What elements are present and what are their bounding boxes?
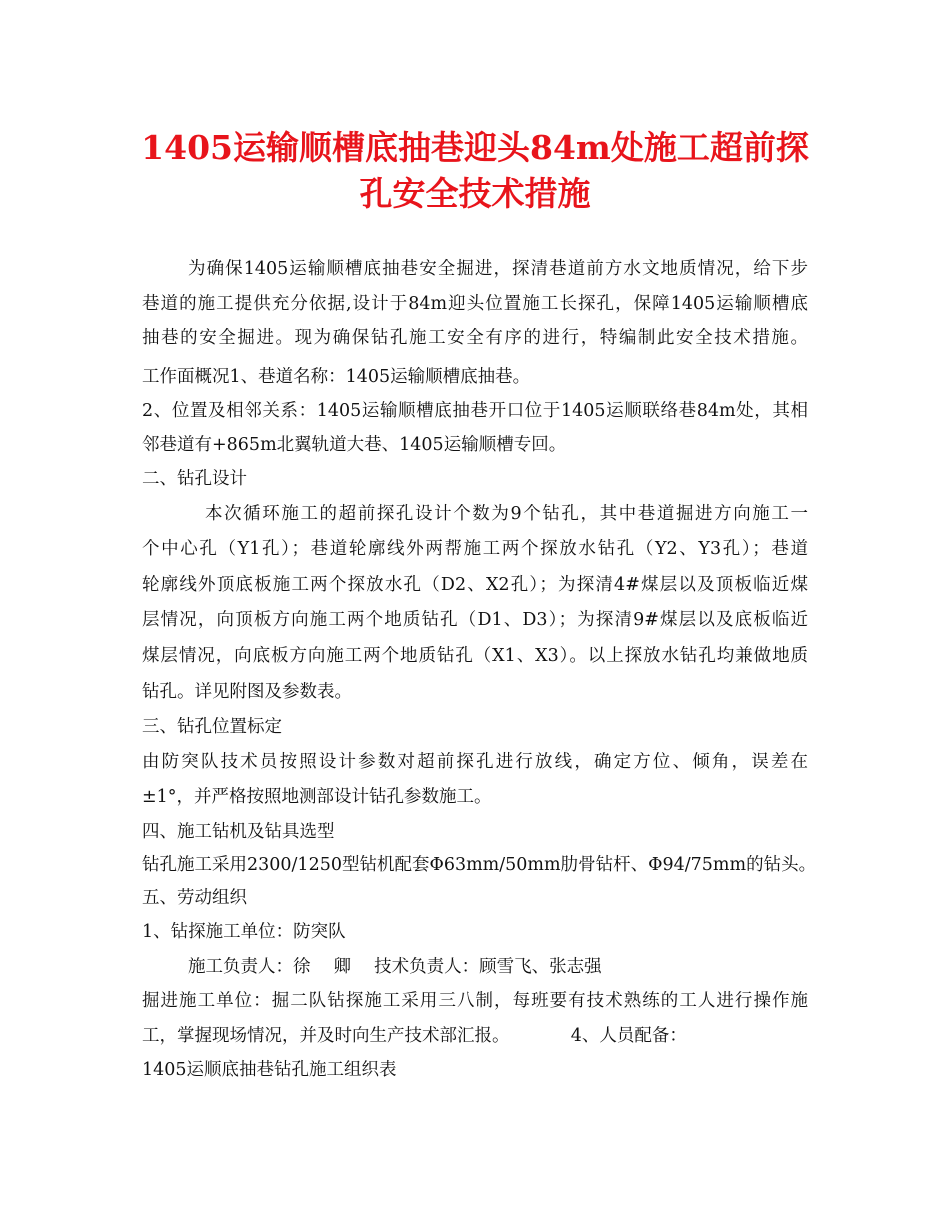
paragraph-line: 钻孔。详见附图及参数表。	[142, 682, 352, 702]
paragraph-line: 抽巷的安全掘进。现为确保钻孔施工安全有序的进行，特编制此安全技术措施。	[142, 328, 808, 348]
paragraph-line: 本次循环施工的超前探孔设计个数为9个钻孔，其中巷道掘进方向施工一	[205, 504, 808, 524]
paragraph-line: 个中心孔（Y1孔）；巷道轮廓线外两帮施工两个探放水钻孔（Y2、Y3孔）；巷道	[142, 539, 808, 559]
paragraph-line: 煤层情况，向底板方向施工两个地质钻孔（X1、X3）。以上探放水钻孔均兼做地质	[142, 646, 808, 666]
document-title-line-2: 孔安全技术措施	[359, 174, 591, 213]
document-title-line-1: 1405运输顺槽底抽巷迎头84m处施工超前探	[141, 128, 809, 167]
paragraph-line: 钻孔施工采用2300/1250型钻机配套Φ63mm/50mm肋骨钻杆、Φ94/75mm的钻头。	[142, 855, 817, 875]
section-heading: 二、钻孔设计	[142, 469, 247, 489]
paragraph-line: 巷道的施工提供充分依据,设计于84m迎头位置施工长探孔，保障1405运输顺槽底	[142, 294, 808, 314]
paragraph-line: 工作面概况1、巷道名称：1405运输顺槽底抽巷。	[142, 367, 531, 387]
paragraph-line: 工，掌握现场情况，并及时向生产技术部汇报。 4、人员配备：	[142, 1026, 687, 1046]
paragraph-line: 层情况，向顶板方向施工两个地质钻孔（D1、D3）；为探清9#煤层以及底板临近	[142, 610, 808, 630]
paragraph-line: 1、钻探施工单位：防突队	[142, 922, 346, 942]
paragraph-line: 邻巷道有+865m北翼轨道大巷、1405运输顺槽专回。	[142, 435, 567, 455]
section-heading: 三、钻孔位置标定	[142, 717, 282, 737]
paragraph-line: 2、位置及相邻关系：1405运输顺槽底抽巷开口位于1405运顺联络巷84m处，其相	[142, 401, 808, 421]
section-heading: 四、施工钻机及钻具选型	[142, 822, 335, 842]
paragraph-line: 为确保1405运输顺槽底抽巷安全掘进，探清巷道前方水文地质情况，给下步	[188, 259, 808, 279]
paragraph-line: 轮廓线外顶底板施工两个探放水孔（D2、X2孔）；为探清4#煤层以及顶板临近煤	[142, 575, 808, 595]
section-heading: 五、劳动组织	[142, 888, 247, 908]
table-caption: 1405运顺底抽巷钻孔施工组织表	[142, 1060, 397, 1080]
paragraph-line: 掘进施工单位：掘二队钻探施工采用三八制，每班要有技术熟练的工人进行操作施	[142, 991, 808, 1011]
paragraph-line: ±1°，并严格按照地测部设计钻孔参数施工。	[142, 787, 492, 807]
paragraph-line: 由防突队技术员按照设计参数对超前探孔进行放线，确定方位、倾角，误差在	[142, 752, 808, 772]
paragraph-line: 施工负责人：徐 卿 技术负责人：顾雪飞、张志强	[188, 957, 602, 977]
